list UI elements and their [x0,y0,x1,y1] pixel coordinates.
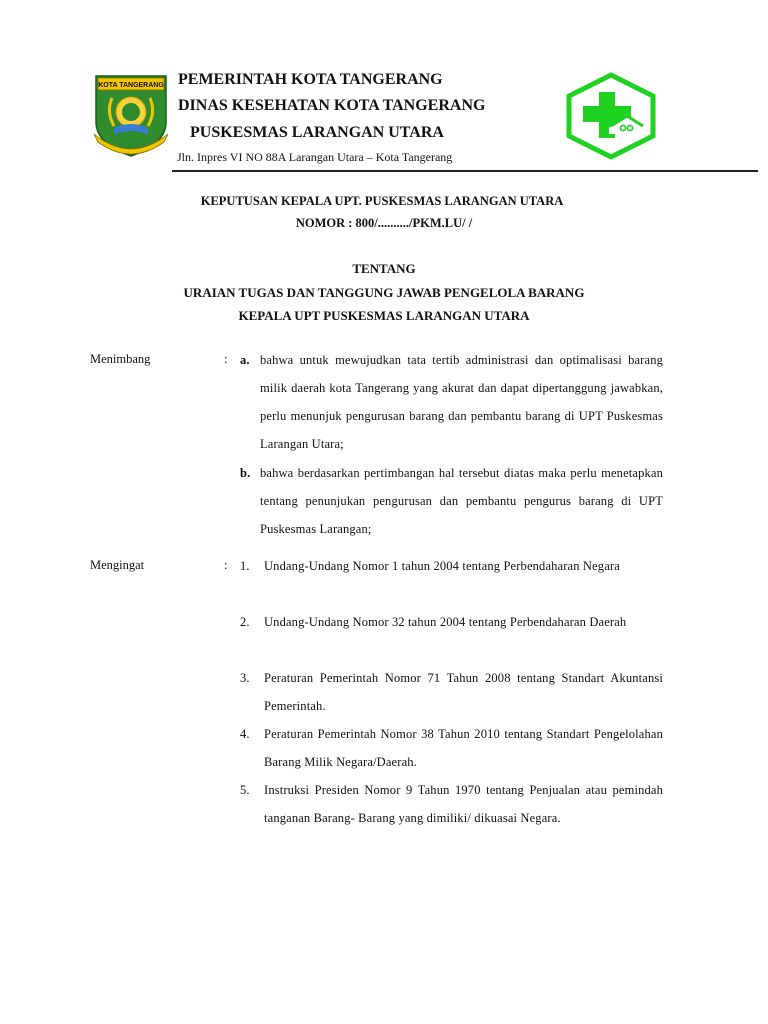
letterhead-divider [172,170,758,172]
mengingat-item-2 [240,608,663,636]
mengingat-item-5 [240,776,663,832]
mengingat-item-3 [240,664,663,720]
mengingat-item-4 [240,720,663,776]
item-marker: 4. [240,727,250,741]
emblem-banner-text: KOTA TANGERANG [98,82,164,89]
letterhead-line-health-office: DINAS KESEHATAN KOTA TANGERANG [178,97,486,114]
mengingat-item-1 [240,552,663,580]
item-marker: 1. [240,559,250,573]
mengingat-label: Mengingat [90,558,145,572]
letterhead-address: Jln. Inpres VI NO 88A Larangan Utara – Kota Tangerang [177,150,453,164]
item-text: bahwa berdasarkan pertimbangan hal tersebut diatas maka perlu menetapkan tentang penunjukan pengurusan dan pembantu pengurus barang di UPT Puskesmas Larangan; [260,466,663,536]
menimbang-item-a [240,346,663,458]
decree-about: TENTANG [352,261,416,276]
item-marker: b. [240,466,251,480]
decree-subject-line-1: URAIAN TUGAS DAN TANGGUNG JAWAB PENGELOLA BARANG [183,285,585,300]
item-text: Peraturan Pemerintah Nomor 38 Tahun 2010 tentang Standart Pengelolahan Barang Milik Negara/Daerah. [264,727,663,769]
decree-title: KEPUTUSAN KEPALA UPT. PUSKESMAS LARANGAN UTARA [200,194,564,208]
item-text: Undang-Undang Nomor 32 tahun 2004 tentang Perbendaharan Daerah [264,615,627,629]
letterhead [0,0,768,180]
letterhead-line-government: PEMERINTAH KOTA TANGERANG [178,71,443,88]
item-marker: a. [240,353,250,367]
menimbang-item-b [240,459,663,543]
mengingat-colon: : [224,558,228,572]
menimbang-label: Menimbang [90,352,151,366]
menimbang-colon: : [224,352,228,366]
item-text: Instruksi Presiden Nomor 9 Tahun 1970 tentang Penjualan atau pemindah tanganan Barang- Barang yang dimiliki/ dikuasai Negara. [264,783,663,825]
item-text: bahwa untuk mewujudkan tata tertib administrasi dan optimalisasi barang milik daerah kota Tangerang yang akurat dan dapat dipertanggung jawabkan, perlu menunjuk pengurusan barang dan pembantu barang di UPT Puskesmas Larangan Utara; [260,353,663,451]
puskesmas-logo [565,72,657,160]
item-marker: 3. [240,671,250,685]
decree-subject-line-2: KEPALA UPT PUSKESMAS LARANGAN UTARA [238,308,530,323]
kota-tangerang-emblem [90,72,172,158]
item-text: Peraturan Pemerintah Nomor 71 Tahun 2008 tentang Standart Akuntansi Pemerintah. [264,671,663,713]
item-text: Undang-Undang Nomor 1 tahun 2004 tentang Perbendaharan Negara [264,559,620,573]
decree-number: NOMOR : 800/........../PKM.LU/ / [295,216,473,230]
item-marker: 5. [240,783,250,797]
item-marker: 2. [240,615,250,629]
letterhead-line-puskesmas: PUSKESMAS LARANGAN UTARA [190,124,444,141]
